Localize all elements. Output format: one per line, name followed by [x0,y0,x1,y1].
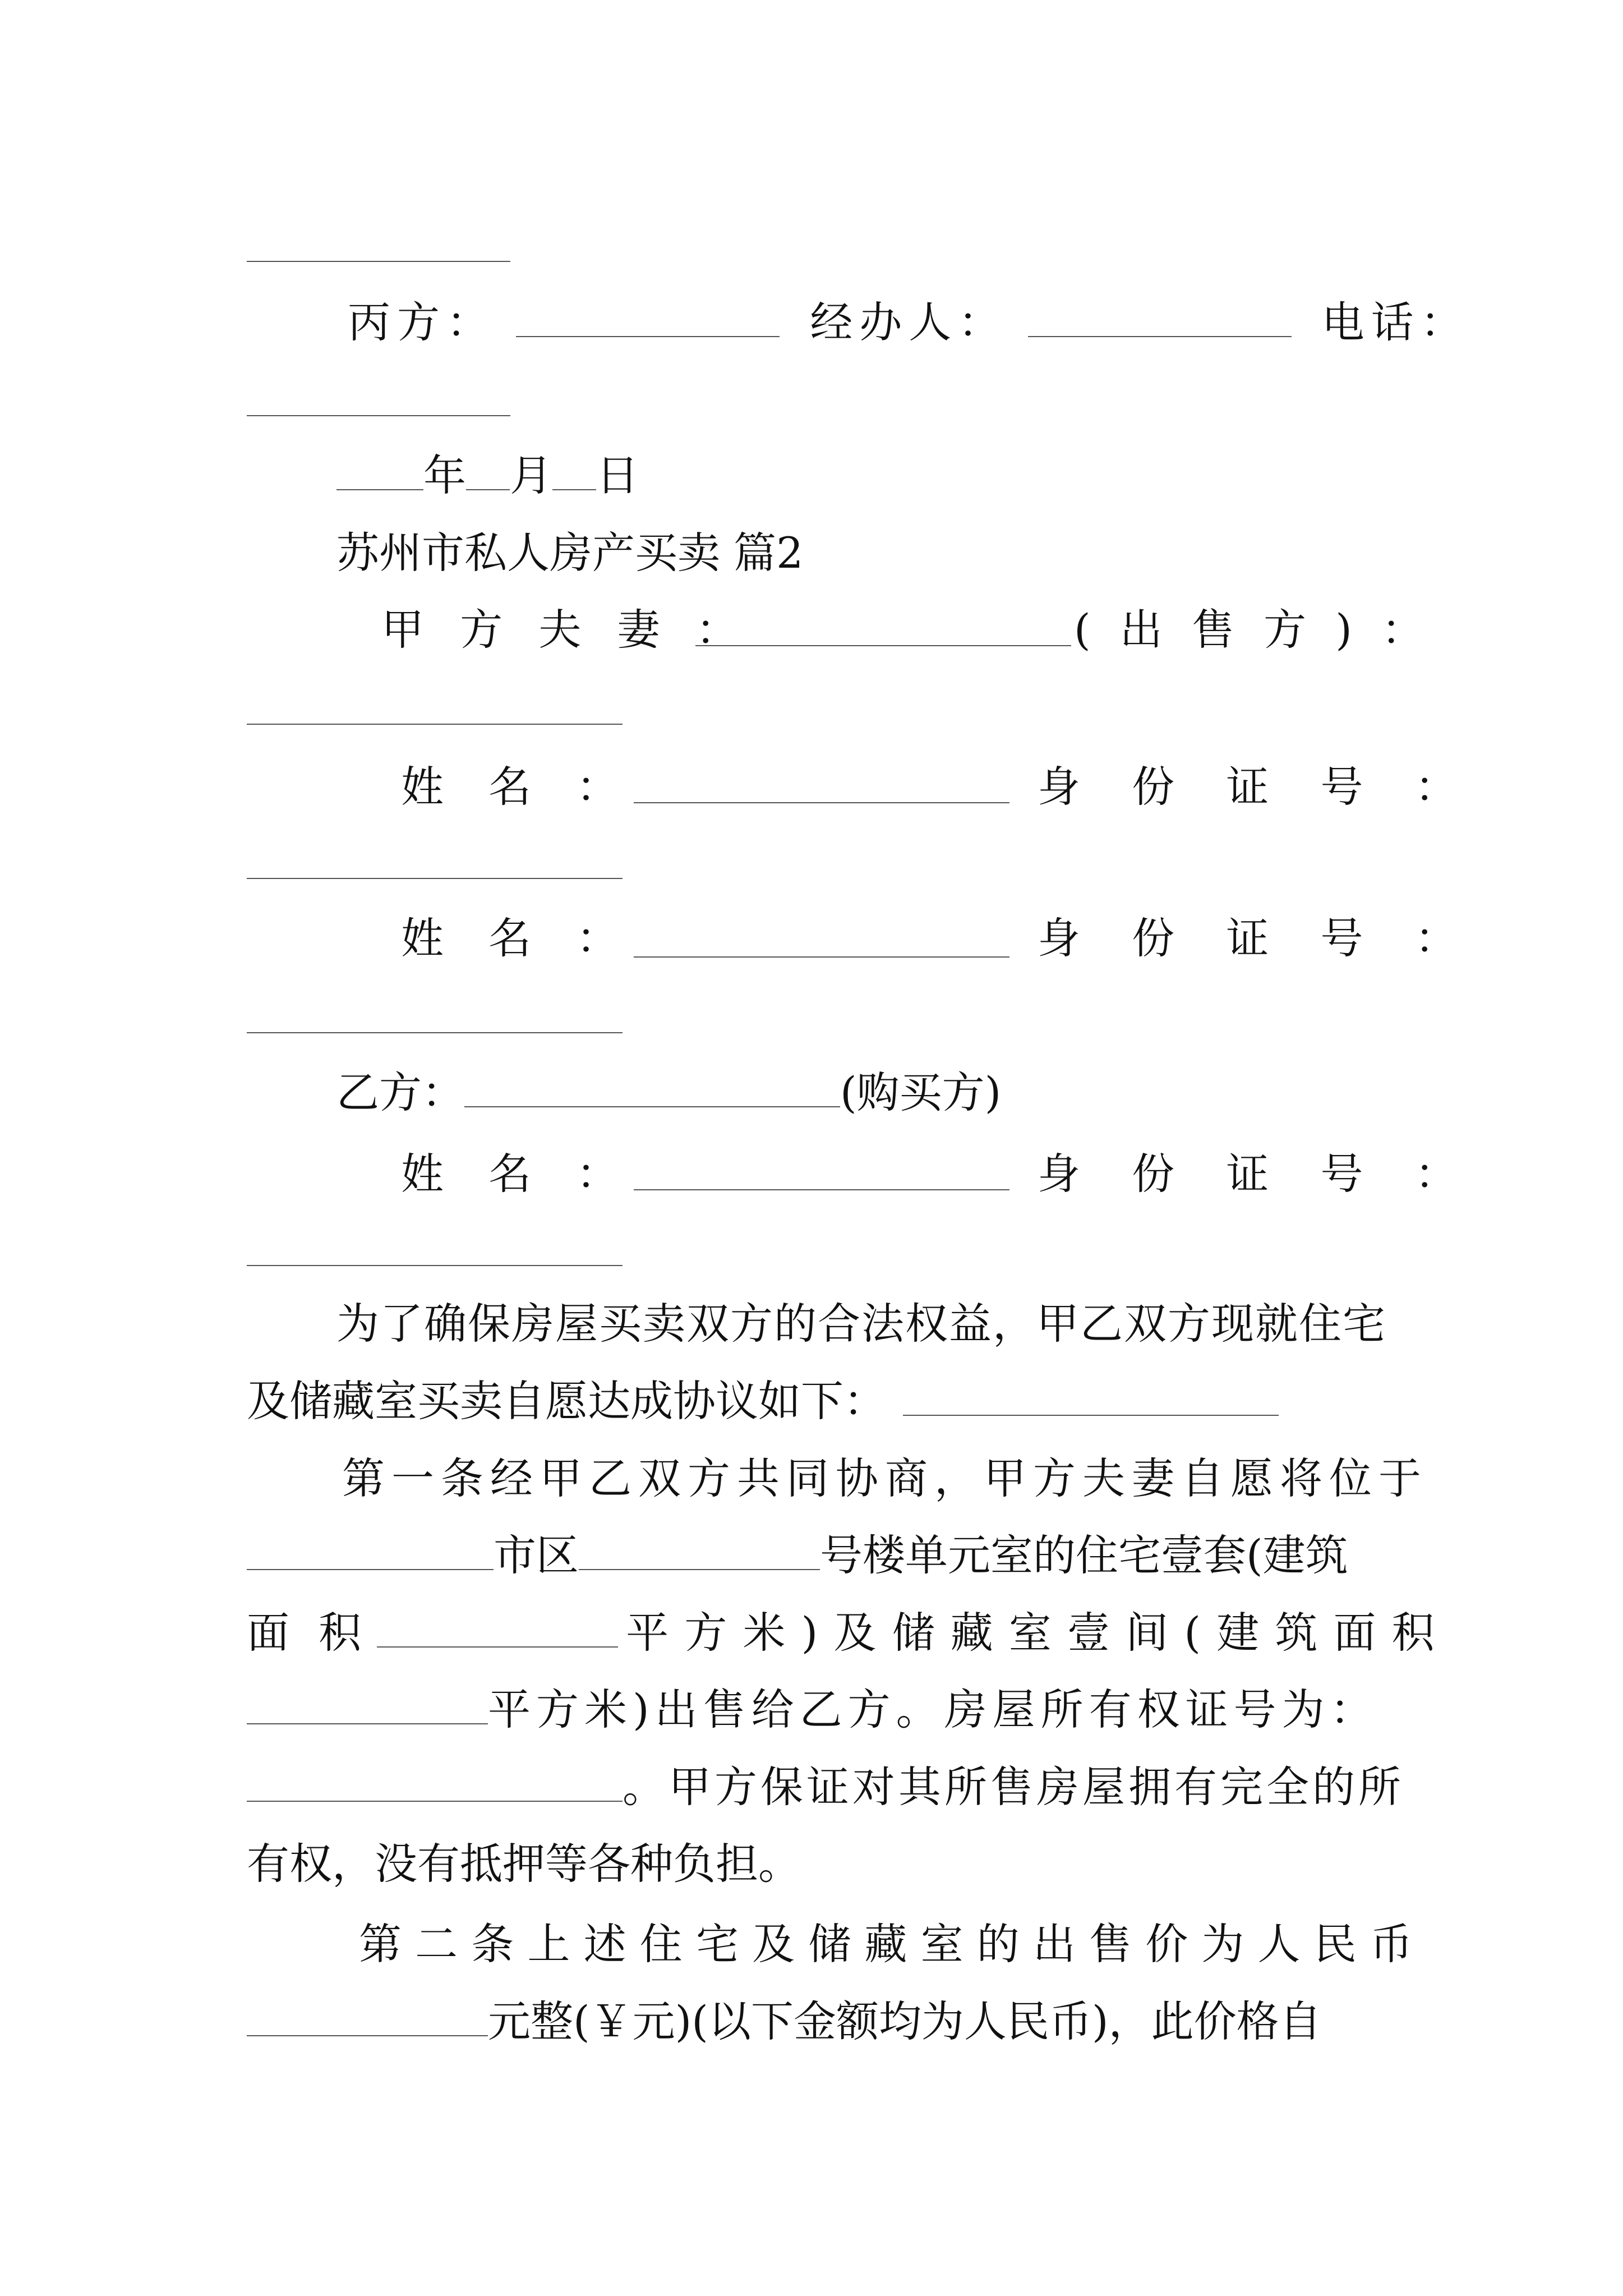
certificate-blank[interactable] [247,1795,623,1802]
name-blank[interactable] [634,802,1009,803]
name-label: 姓 名 ： [401,913,635,963]
area-blank[interactable] [377,1641,618,1648]
party-b-blank[interactable] [464,1101,840,1107]
seller-label: ( 出 售 方 ) ： [1074,605,1432,655]
year-blank[interactable] [336,484,423,490]
district-blank[interactable] [579,1563,820,1570]
price-blank[interactable] [247,2030,488,2036]
unit-label: 号楼单元室的住宅壹套(建筑 [820,1530,1348,1580]
article-1-line-2 [247,1529,1348,1582]
buyer-label: (购买方) [840,1068,1002,1117]
date-line [336,449,639,503]
agent-blank[interactable] [1028,330,1292,337]
section-heading: 苏州市私人房产买卖 篇2 [336,528,804,578]
blank-line [247,261,510,262]
article-1-line-1: 第一条经甲乙双方共同协商，甲方夫妻自愿将位于 [342,1453,1428,1503]
month-label: 月 [510,450,552,500]
year-label: 年 [423,450,466,500]
party-c-line [348,296,1470,349]
storage-area-blank[interactable] [247,1718,488,1724]
storage-text: 平 方 米 ) 及 储 藏 室 壹 间 ( 建 筑 面 积 [626,1608,1436,1658]
id-blank[interactable] [247,1265,623,1266]
article-1-line-5 [247,1760,1404,1814]
day-blank[interactable] [552,484,596,490]
party-c-label: 丙方： [348,297,496,347]
ownership-text: 。甲方保证对其所售房屋拥有完全的所 [623,1762,1404,1812]
intro-line-2-text: 及储藏室买卖自愿达成协议如下： [247,1376,886,1426]
party-a-label: 甲 方 夫 妻 ： [381,605,750,655]
party-c-blank[interactable] [516,330,780,337]
party-a-id-blank[interactable] [247,724,623,725]
name-label: 姓 名 ： [401,1149,635,1199]
article-1-line-4 [247,1683,1378,1737]
id-label: 身 份 证 号 ： [1038,762,1477,812]
city-label: 市区 [494,1530,579,1580]
article-1-line-3 [247,1606,1436,1660]
party-a-blank[interactable] [695,645,1071,646]
id-label: 身 份 证 号 ： [1038,1149,1477,1199]
city-blank[interactable] [247,1563,494,1570]
certificate-text: 平方米)出售给乙方。房屋所有权证号为： [488,1685,1378,1734]
article-2-line-2 [247,1995,1322,2049]
id-blank[interactable] [247,878,623,879]
intro-blank[interactable] [903,1409,1279,1416]
agent-label: 经办人： [810,297,1008,347]
name-blank[interactable] [634,956,1009,958]
party-b-line [336,1066,1001,1120]
intro-line-2 [247,1374,1279,1428]
phone-label: 电话： [1321,297,1470,347]
article-2-line-1: 第 二 条 上 述 住 宅 及 储 藏 室 的 出 售 价 为 人 民 币 [359,1919,1413,1969]
article-1-line-6: 有权，没有抵押等各种负担。 [247,1839,801,1889]
id-blank[interactable] [247,1032,623,1033]
id-label: 身 份 证 号 ： [1038,913,1477,963]
phone-blank[interactable] [247,415,510,416]
intro-line-1: 为了确保房屋买卖双方的合法权益，甲乙双方现就住宅 [336,1299,1386,1349]
price-text: 元整(￥元)(以下金额均为人民币)，此价格自 [488,1996,1322,2046]
party-b-label: 乙方： [336,1068,464,1117]
name-label: 姓 名 ： [401,762,635,812]
month-blank[interactable] [466,484,510,490]
area-label: 面 积 [247,1608,370,1658]
day-label: 日 [596,450,639,500]
name-blank[interactable] [634,1189,1009,1190]
